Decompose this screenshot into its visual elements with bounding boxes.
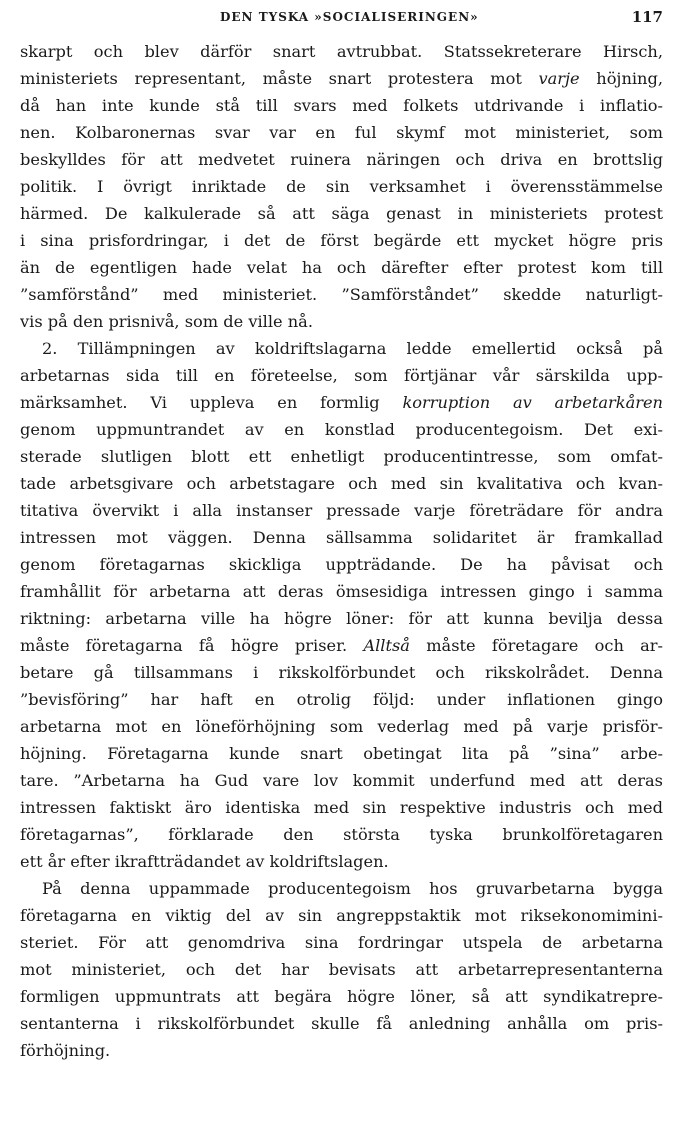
text-line: politik. I övrigt inriktade de sin verksamhet i överensstämmelse: [20, 177, 663, 196]
emphasis: varje: [538, 69, 580, 88]
text-line: På denna uppammade producentegoism hos gruvarbetarna bygga: [42, 879, 663, 898]
text-line: beskylldes för att medvetet ruinera näringen och driva en brottslig: [20, 150, 663, 169]
paragraph-3: [20, 875, 663, 1064]
text-line: 2. Tillämpningen av koldriftslagarna ledde emellertid också på: [42, 339, 663, 358]
text-line: genom uppmuntrandet av en konstlad producentegoism. Det exi-: [20, 420, 663, 439]
emphasis: korruption av arbetarkåren: [402, 393, 663, 412]
text-line: sentanterna i rikskolförbundet skulle få anledning anhålla om pris-: [20, 1014, 663, 1033]
paragraph-1: [20, 38, 663, 335]
text-line: arbetarna mot en löneförhöjning som vederlag med på varje prisför-: [20, 717, 663, 736]
paragraph-2: [20, 335, 663, 875]
text-line: ett år efter ikraftträdandet av koldriftslagen.: [20, 852, 389, 871]
running-title: DEN TYSKA »SOCIALISERINGEN»: [220, 10, 479, 24]
text-line: vis på den prisnivå, som de ville nå.: [20, 312, 313, 331]
text-line: då han inte kunde stå till svars med folkets utdrivande i inflatio-: [20, 96, 663, 115]
running-head: [20, 8, 663, 28]
text-line: skarpt och blev därför snart avtrubbat. Statssekreterare Hirsch,: [20, 42, 663, 61]
text-line: företagarna en viktig del av sin angreppstaktik mot riksekonomimini-: [20, 906, 663, 925]
text-line: förhöjning.: [20, 1041, 111, 1060]
text-line: ”samförstånd” med ministeriet. ”Samförståndet” skedde naturligt-: [20, 285, 663, 304]
text-line: steriet. För att genomdriva sina fordringar utspela de arbetarna: [20, 933, 663, 952]
text-line: intressen faktiskt äro identiska med sin respektive industris och med: [20, 798, 663, 817]
text-line: nen. Kolbaronernas svar var en ful skymf mot ministeriet, som: [20, 123, 663, 142]
text-line: än de egentligen hade velat ha och därefter efter protest kom till: [20, 258, 663, 277]
text-line: titativa övervikt i alla instanser pressade varje företrädare för andra: [20, 501, 663, 520]
text-line: intressen mot väggen. Denna sällsamma solidaritet är framkallad: [20, 528, 663, 547]
text-line: tade arbetsgivare och arbetstagare och med sin kvalitativa och kvan-: [20, 474, 663, 493]
text-line: tare. ”Arbetarna ha Gud vare lov kommit underfund med att deras: [20, 771, 663, 790]
page-number: 117: [631, 8, 663, 26]
text-line: ministeriets representant, måste snart protestera mot varje höjning,: [20, 69, 663, 88]
text-line: mot ministeriet, och det har bevisats att arbetarrepresentanterna: [20, 960, 663, 979]
text-line: riktning: arbetarna ville ha högre löner: för att kunna bevilja dessa: [20, 609, 663, 628]
text-line: formligen uppmuntrats att begära högre löner, så att syndikatrepre-: [20, 987, 663, 1006]
text-line: genom företagarnas skickliga uppträdande. De ha påvisat och: [20, 555, 663, 574]
text-line: sterade slutligen blott ett enhetligt producentintresse, som omfat-: [20, 447, 663, 466]
body-text: [20, 38, 663, 1064]
text-line: måste företagarna få högre priser. Alltså måste företagare och ar-: [20, 636, 663, 655]
text-line: höjning. Företagarna kunde snart obetingat lita på ”sina” arbe-: [20, 744, 663, 763]
text-line: företagarnas”, förklarade den största tyska brunkolföretagaren: [20, 825, 663, 844]
text-line: härmed. De kalkulerade så att säga genast in ministeriets protest: [20, 204, 663, 223]
text-line: ”bevisföring” har haft en otrolig följd: under inflationen gingo: [20, 690, 663, 709]
book-page: [20, 0, 663, 1134]
text-line: märksamhet. Vi uppleva en formlig korruption av arbetarkåren: [20, 393, 663, 412]
text-line: i sina prisfordringar, i det de först begärde ett mycket högre pris: [20, 231, 663, 250]
emphasis: Alltså: [363, 636, 410, 655]
text-line: framhållit för arbetarna att deras ömsesidiga intressen gingo i samma: [20, 582, 663, 601]
text-line: arbetarnas sida till en företeelse, som förtjänar vår särskilda upp-: [20, 366, 663, 385]
text-line: betare gå tillsammans i rikskolförbundet och rikskolrådet. Denna: [20, 663, 663, 682]
